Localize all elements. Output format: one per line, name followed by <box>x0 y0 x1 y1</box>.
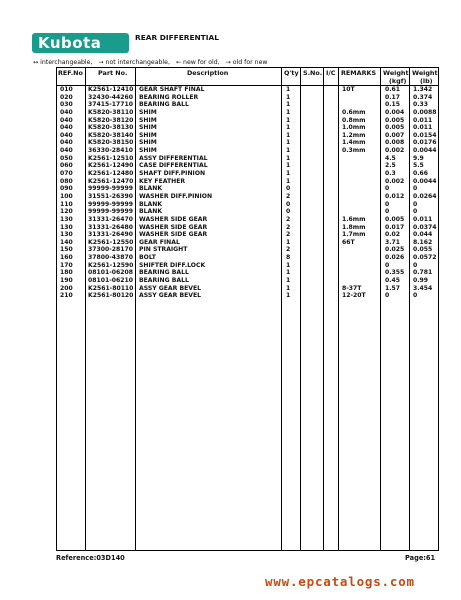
ref-number: 050 <box>60 154 73 162</box>
part-description: SHIFTER DIFF.LOCK <box>139 261 206 269</box>
table-row <box>0 147 461 155</box>
legend-interchangeable: ↔ interchangeable, <box>33 59 93 66</box>
table-row <box>0 94 461 102</box>
quantity: 1 <box>286 116 291 124</box>
column-header-weight-kgf <box>383 69 409 85</box>
remarks: 1.6mm <box>342 215 366 223</box>
ref-number: 180 <box>60 269 73 277</box>
weight-lb: 0.0044 <box>413 147 437 155</box>
part-description: BLANK <box>139 208 163 216</box>
ref-number: 070 <box>60 170 73 178</box>
weight-kgf: 0.002 <box>385 147 405 155</box>
part-description: GEAR SHAFT FINAL <box>139 86 205 93</box>
part-description: ASSY GEAR BEVEL <box>139 284 202 292</box>
table-row <box>0 117 461 125</box>
part-description: WASHER SIDE GEAR <box>139 215 208 223</box>
weight-lb-unit: (lb) <box>420 77 433 85</box>
part-description: SHIM <box>139 131 157 139</box>
weight-kgf: 0 <box>385 185 390 193</box>
weight-kgf: 0.355 <box>385 269 405 277</box>
weight-lb: 0.011 <box>413 124 433 132</box>
part-description: BOLT <box>139 254 156 262</box>
weight-lb: 0.011 <box>413 215 433 223</box>
part-description: WASHER SIDE GEAR <box>139 231 208 239</box>
weight-kgf: 3.71 <box>385 238 401 246</box>
part-number: 31331-26470 <box>88 215 133 223</box>
part-number: 99999-99999 <box>88 185 133 193</box>
table-row <box>0 86 461 94</box>
table-row <box>0 124 461 132</box>
part-number: 37300-28170 <box>88 246 133 254</box>
part-number: K2561-12410 <box>88 86 134 93</box>
quantity: 1 <box>286 238 291 246</box>
weight-lb: 0 <box>413 208 418 216</box>
quantity: 0 <box>286 200 291 208</box>
weight-kgf: 0.002 <box>385 177 405 185</box>
weight-kgf: 0.3 <box>385 170 396 178</box>
quantity: 1 <box>286 292 291 300</box>
weight-kgf: 0.008 <box>385 139 405 147</box>
weight-lb: 0 <box>413 185 418 193</box>
part-number: 08101-06210 <box>88 277 133 285</box>
part-description: SHIM <box>139 124 157 132</box>
weight-lb: 0.011 <box>413 116 433 124</box>
part-description: SHIM <box>139 147 157 155</box>
remarks: 66T <box>342 238 355 246</box>
part-description: BEARING BALL <box>139 277 189 285</box>
column-header-sno: S.No. <box>303 69 323 77</box>
weight-lb: 0.0088 <box>413 108 437 116</box>
quantity: 1 <box>286 154 291 162</box>
table-row <box>0 224 461 232</box>
remarks: 1.8mm <box>342 223 366 231</box>
part-number: K2561-12470 <box>88 177 134 185</box>
quantity: 0 <box>286 185 291 193</box>
quantity: 1 <box>286 139 291 147</box>
quantity: 2 <box>286 246 291 254</box>
remarks: 1.7mm <box>342 231 366 239</box>
weight-lb: 1.342 <box>413 86 433 93</box>
ref-number: 040 <box>60 116 73 124</box>
part-number: K5820-38130 <box>88 124 134 132</box>
ref-number: 100 <box>60 192 73 200</box>
table-row <box>0 201 461 209</box>
weight-kgf: 0.005 <box>385 116 405 124</box>
part-description: WASHER DIFF.PINION <box>139 192 213 200</box>
weight-lb: 0.0572 <box>413 254 437 262</box>
part-description: SHAFT DIFF.PINION <box>139 170 206 178</box>
weight-lb: 0 <box>413 200 418 208</box>
quantity: 1 <box>286 101 291 109</box>
kubota-logo <box>32 33 129 53</box>
part-description: KEY FEATHER <box>139 177 186 185</box>
weight-kgf: 0.026 <box>385 254 405 262</box>
part-description: PIN STRAIGHT <box>139 246 188 254</box>
weight-lb: 0 <box>413 261 418 269</box>
quantity: 1 <box>286 170 291 178</box>
ref-number: 130 <box>60 215 73 223</box>
weight-kgf: 4.5 <box>385 154 396 162</box>
quantity: 1 <box>286 284 291 292</box>
remarks: 8-37T <box>342 284 362 292</box>
ref-number: 020 <box>60 93 73 101</box>
quantity: 1 <box>286 124 291 132</box>
weight-kgf: 0.007 <box>385 131 405 139</box>
part-number: K2561-12590 <box>88 261 134 269</box>
table-row <box>0 139 461 147</box>
legend-new-for-old: ← new for old, <box>175 59 220 66</box>
part-number: 36330-28410 <box>88 147 133 155</box>
ref-number: 090 <box>60 185 73 193</box>
table-row <box>0 132 461 140</box>
table-row <box>0 269 461 277</box>
ref-number: 200 <box>60 284 73 292</box>
table-row <box>0 101 461 109</box>
remarks: 12-20T <box>342 292 366 300</box>
part-number: K5820-38120 <box>88 116 134 124</box>
weight-lb: 0.0044 <box>413 177 437 185</box>
weight-lb: 0.044 <box>413 231 433 239</box>
ref-number: 010 <box>60 86 73 93</box>
reference-number: Reference:03D140 <box>56 554 125 562</box>
weight-kgf: 1.57 <box>385 284 401 292</box>
ref-number: 110 <box>60 200 73 208</box>
weight-kgf: 0 <box>385 208 390 216</box>
weight-lb: 8.162 <box>413 238 433 246</box>
part-number: K5820-38140 <box>88 131 134 139</box>
part-description: SHIM <box>139 116 157 124</box>
ref-number: 140 <box>60 238 73 246</box>
column-header-qty: Q'ty <box>284 69 299 77</box>
column-header-ic: I/C <box>326 69 336 77</box>
quantity: 1 <box>286 177 291 185</box>
quantity: 1 <box>286 277 291 285</box>
part-number: K2561-12490 <box>88 162 134 170</box>
table-row <box>0 246 461 254</box>
part-number: 31331-26480 <box>88 223 133 231</box>
part-description: CASE DIFFERENTIAL <box>139 162 208 170</box>
part-number: 08101-06208 <box>88 269 133 277</box>
remarks: 0.8mm <box>342 116 366 124</box>
ref-number: 040 <box>60 108 73 116</box>
quantity: 2 <box>286 192 291 200</box>
page-number: Page:61 <box>405 554 436 562</box>
part-description: SHIM <box>139 139 157 147</box>
weight-kgf: 0.005 <box>385 124 405 132</box>
weight-lb-label: Weight <box>412 69 438 77</box>
weight-lb: 0.374 <box>413 93 433 101</box>
weight-kgf: 0.025 <box>385 246 405 254</box>
part-number: 37415-17710 <box>88 101 133 109</box>
weight-lb: 0.0264 <box>413 192 437 200</box>
part-description: BLANK <box>139 200 163 208</box>
weight-lb: 0.0154 <box>413 131 437 139</box>
weight-lb: 5.5 <box>413 162 424 170</box>
parts-table-body <box>0 86 461 300</box>
column-header-description: Description <box>187 69 229 77</box>
table-row <box>0 155 461 163</box>
table-row <box>0 162 461 170</box>
ref-number: 040 <box>60 147 73 155</box>
weight-kgf: 2.5 <box>385 162 396 170</box>
part-number: K2561-12480 <box>88 170 134 178</box>
column-header-ref: REF.No <box>58 69 83 77</box>
ref-number: 040 <box>60 131 73 139</box>
part-description: BLANK <box>139 185 163 193</box>
legend-old-for-new: → old for new <box>225 59 268 66</box>
table-row <box>0 231 461 239</box>
ref-number: 040 <box>60 139 73 147</box>
part-description: GEAR FINAL <box>139 238 180 246</box>
weight-lb: 0.33 <box>413 101 429 109</box>
weight-kgf: 0.15 <box>385 101 401 109</box>
weight-kgf: 0 <box>385 200 390 208</box>
part-number: K2561-12550 <box>88 238 134 246</box>
ref-number: 150 <box>60 246 73 254</box>
table-row <box>0 262 461 270</box>
weight-kgf: 0.005 <box>385 215 405 223</box>
quantity: 1 <box>286 147 291 155</box>
weight-kgf: 0.17 <box>385 93 401 101</box>
ref-number: 130 <box>60 223 73 231</box>
table-row <box>0 216 461 224</box>
weight-kgf: 0.017 <box>385 223 405 231</box>
quantity: 1 <box>286 269 291 277</box>
quantity: 1 <box>286 93 291 101</box>
part-description: ASSY DIFFERENTIAL <box>139 154 208 162</box>
part-number: 31331-26490 <box>88 231 133 239</box>
remarks: 1.2mm <box>342 131 366 139</box>
weight-lb: 3.454 <box>413 284 433 292</box>
table-row <box>0 178 461 186</box>
quantity: 1 <box>286 131 291 139</box>
part-description: ASSY GEAR BEVEL <box>139 292 202 300</box>
remarks: 0.6mm <box>342 108 366 116</box>
part-description: WASHER SIDE GEAR <box>139 223 208 231</box>
column-header-weight-lb <box>412 69 438 85</box>
weight-lb: 0.99 <box>413 277 429 285</box>
weight-lb: 0.0374 <box>413 223 437 231</box>
quantity: 2 <box>286 231 291 239</box>
weight-kgf: 0 <box>385 292 390 300</box>
remarks: 0.3mm <box>342 147 366 155</box>
part-number: K5820-38150 <box>88 139 134 147</box>
part-description: BEARING BALL <box>139 269 189 277</box>
column-header-remarks: REMARKS <box>341 69 377 77</box>
table-row <box>0 285 461 293</box>
weight-kgf: 0.012 <box>385 192 405 200</box>
weight-kgf: 0 <box>385 261 390 269</box>
table-row <box>0 208 461 216</box>
quantity: 0 <box>286 208 291 216</box>
table-row <box>0 277 461 285</box>
part-number: 37800-43870 <box>88 254 133 262</box>
ref-number: 130 <box>60 231 73 239</box>
ref-number: 120 <box>60 208 73 216</box>
remarks: 10T <box>342 86 355 93</box>
part-number: 32430-44260 <box>88 93 133 101</box>
ref-number: 040 <box>60 124 73 132</box>
part-number: 99999-99999 <box>88 208 133 216</box>
table-row <box>0 193 461 201</box>
quantity: 1 <box>286 162 291 170</box>
interchangeability-legend <box>33 59 443 66</box>
quantity: 1 <box>286 261 291 269</box>
table-row <box>0 170 461 178</box>
table-row <box>0 109 461 117</box>
page-title: REAR DIFFERENTIAL <box>135 33 219 42</box>
ref-number: 060 <box>60 162 73 170</box>
ref-number: 030 <box>60 101 73 109</box>
watermark: www.epcatalogs.com <box>265 574 415 589</box>
ref-number: 210 <box>60 292 73 300</box>
part-number: 31551-26390 <box>88 192 133 200</box>
quantity: 1 <box>286 86 291 93</box>
legend-not-interchangeable: → not interchangeable, <box>98 59 170 66</box>
weight-lb: 0 <box>413 292 418 300</box>
part-number: K2561-80110 <box>88 284 134 292</box>
part-description: BEARING BALL <box>139 101 189 109</box>
ref-number: 170 <box>60 261 73 269</box>
weight-kgf-unit: (kgf) <box>389 77 407 85</box>
ref-number: 190 <box>60 277 73 285</box>
part-number: K5820-38110 <box>88 108 134 116</box>
ref-number: 080 <box>60 177 73 185</box>
table-row <box>0 239 461 247</box>
quantity: 8 <box>286 254 291 262</box>
quantity: 1 <box>286 108 291 116</box>
remarks: 1.0mm <box>342 124 366 132</box>
part-number: 99999-99999 <box>88 200 133 208</box>
weight-kgf: 0.61 <box>385 86 401 93</box>
column-header-part: Part No. <box>98 69 128 77</box>
weight-kgf-label: Weight <box>383 69 409 77</box>
table-row <box>0 292 461 300</box>
part-number: K2561-12510 <box>88 154 134 162</box>
ref-number: 160 <box>60 254 73 262</box>
weight-lb: 0.781 <box>413 269 433 277</box>
remarks: 1.4mm <box>342 139 366 147</box>
weight-kgf: 0.004 <box>385 108 405 116</box>
weight-lb: 9.9 <box>413 154 424 162</box>
table-row <box>0 185 461 193</box>
part-description: SHIM <box>139 108 157 116</box>
weight-lb: 0.055 <box>413 246 433 254</box>
quantity: 2 <box>286 215 291 223</box>
quantity: 2 <box>286 223 291 231</box>
weight-lb: 0.66 <box>413 170 429 178</box>
table-row <box>0 254 461 262</box>
part-number: K2561-80120 <box>88 292 134 300</box>
weight-lb: 0.0176 <box>413 139 437 147</box>
part-description: BEARING ROLLER <box>139 93 199 101</box>
weight-kgf: 0.45 <box>385 277 401 285</box>
weight-kgf: 0.02 <box>385 231 401 239</box>
logo-text: Kubota <box>38 34 102 52</box>
